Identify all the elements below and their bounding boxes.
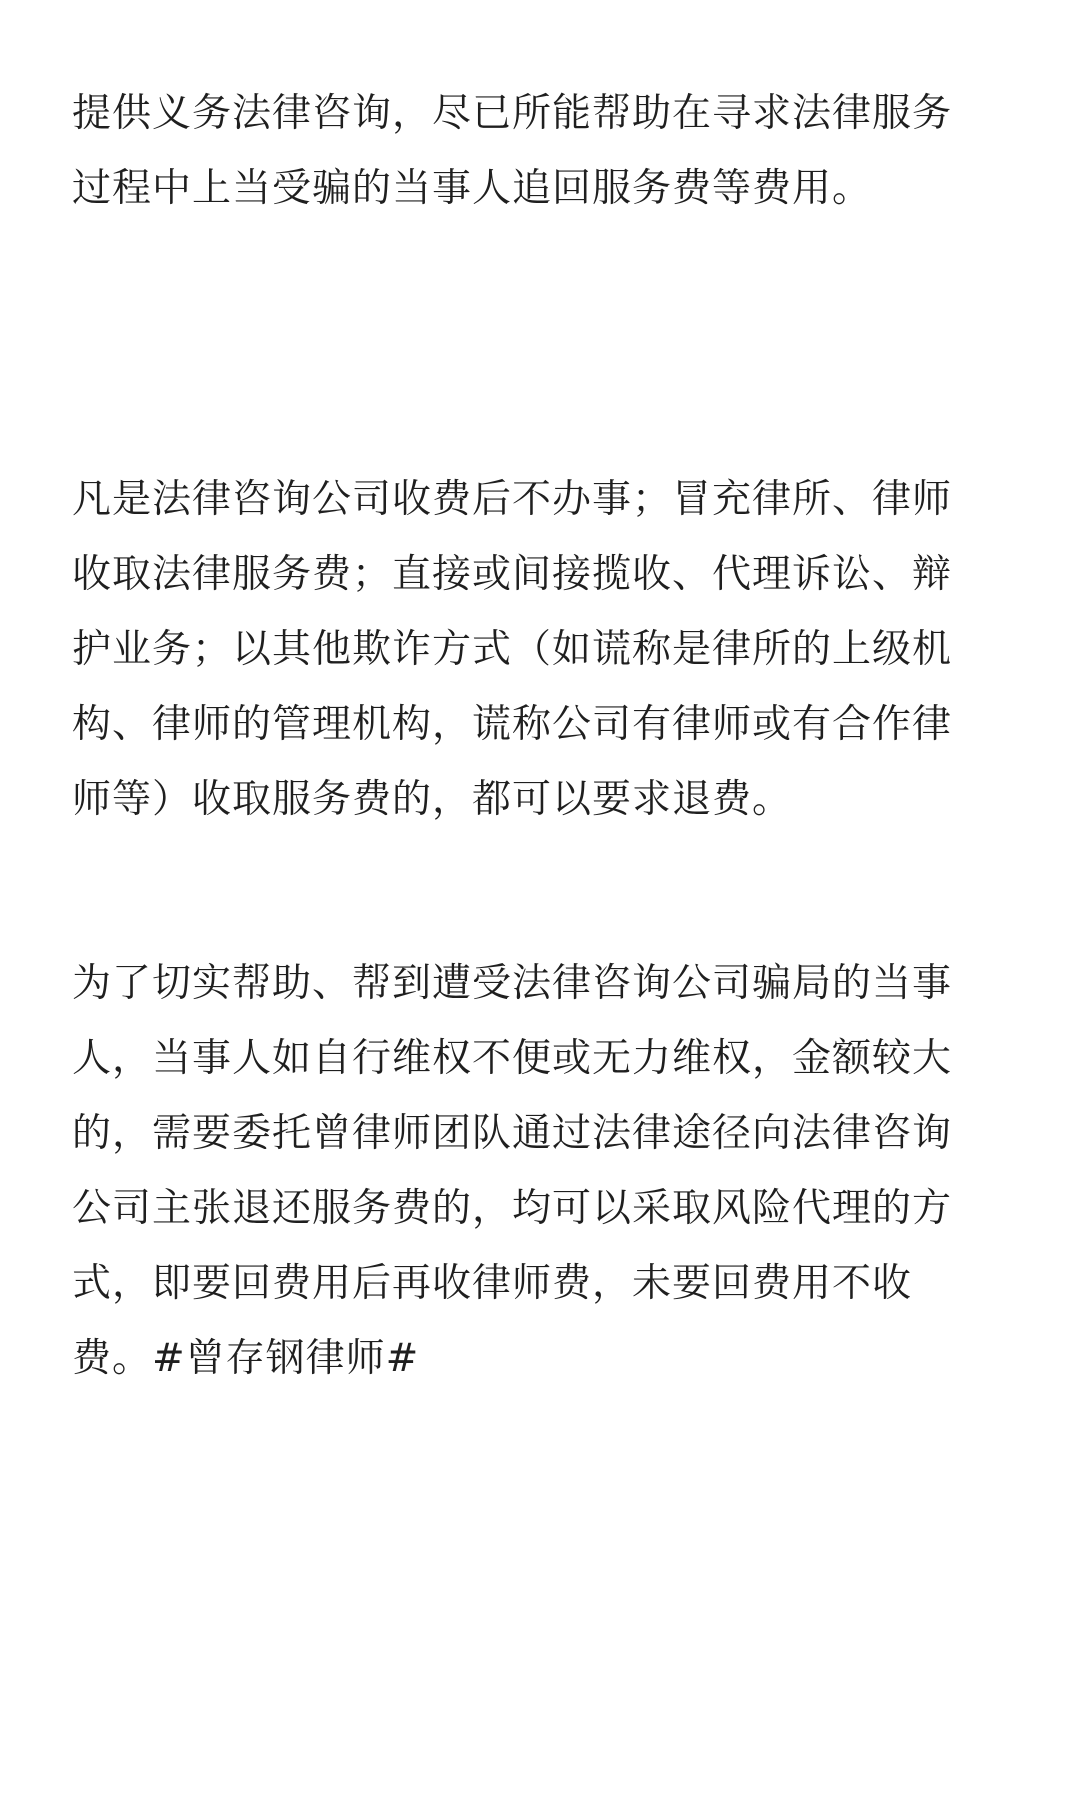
text-line: 式，即要回费用后再收律师费，未要回费用不收 xyxy=(72,1261,913,1306)
paragraph-intro xyxy=(72,76,1008,226)
text-line: 公司主张退还服务费的，均可以采取风险代理的方 xyxy=(72,1186,953,1231)
text-line: 提供义务法律咨询，尽已所能帮助在寻求法律服务 xyxy=(72,91,953,136)
paragraph-risk-agency xyxy=(72,946,1008,1396)
text-line: 过程中上当受骗的当事人追回服务费等费用。 xyxy=(72,166,873,211)
text-line: 构、律师的管理机构，谎称公司有律师或有合作律 xyxy=(72,702,953,747)
paragraph-refund-cases xyxy=(72,462,1008,837)
text-line: 师等）收取服务费的，都可以要求退费。 xyxy=(72,777,793,822)
text-line: 凡是法律咨询公司收费后不办事；冒充律所、律师 xyxy=(72,477,953,522)
text-line: 护业务；以其他欺诈方式（如谎称是律所的上级机 xyxy=(72,627,953,672)
text-line: 费。#曾存钢律师# xyxy=(72,1336,420,1381)
text-line: 为了切实帮助、帮到遭受法律咨询公司骗局的当事 xyxy=(72,961,953,1006)
text-line: 收取法律服务费；直接或间接揽收、代理诉讼、辩 xyxy=(72,552,953,597)
text-line: 人，当事人如自行维权不便或无力维权，金额较大 xyxy=(72,1036,953,1081)
text-line: 的，需要委托曾律师团队通过法律途径向法律咨询 xyxy=(72,1111,953,1156)
